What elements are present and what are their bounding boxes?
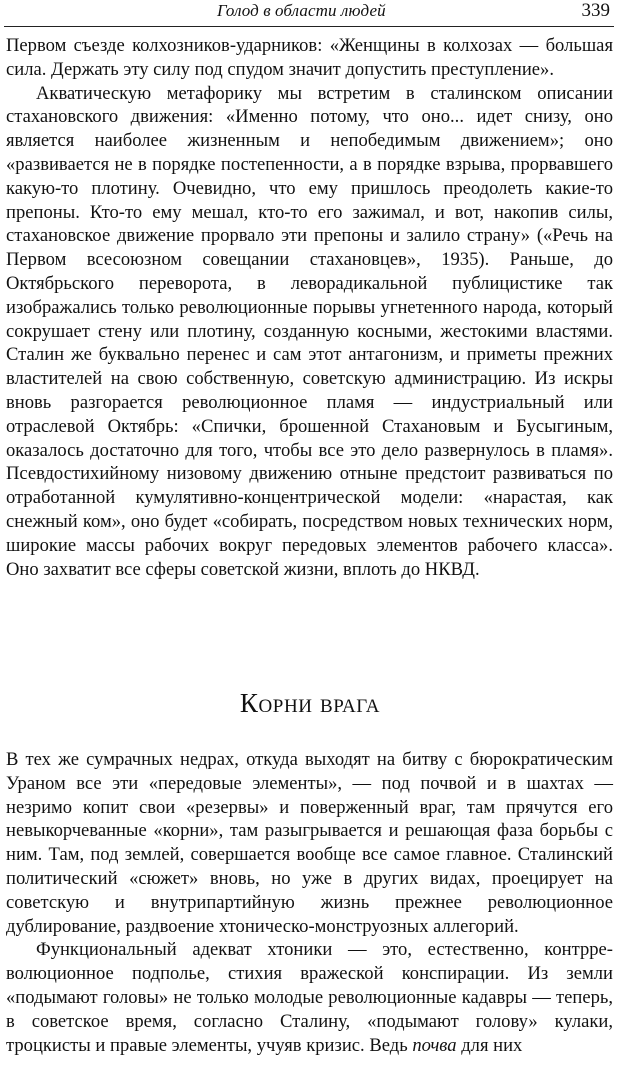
paragraph-text: для них xyxy=(456,1034,523,1056)
paragraph: Первом съезде колхозников-ударников: «Женщины в колхозах — большая сила. Держать эту силу под спудом значит допустить преступление». xyxy=(6,35,613,80)
running-header xyxy=(4,0,614,27)
paragraph xyxy=(6,938,613,1057)
paragraph: В тех же сумрачных недрах, откуда выходят на битву с бюрократическим Ураном все эти «передовые элементы», — под почвой и в шахтах — незримо копит свои «резервы» и поверженный враг, там прячутся его невыкорчеванные «корни», там разыгрывается и решающая фаза борьбы с ним. Там, под землей, совершается вообще все самое главное. Сталинский политический «сюжет» вновь, но уже в других видах, проецирует на советскую и внутрипартийную жизнь прежнее революционное дублирование, раздвоение хтоническо-монструозных аллегорий. xyxy=(6,749,613,937)
paragraph: Акватическую метафорику мы встретим в сталинском описании стахановского движения: «Именно потому, что оно... идет снизу, оно является наиболее жизненным и непобедимым движением»; оно «развивается не в порядке постепенности, а в порядке взрыва, прорвавшего какую-то плотину. Очевидно, что ему пришлось преодолеть какие-то препоны. Кто-то ему мешал, кто-то его зажимал, и вот, накопив силы, стахановское движение прорвало эти препоны и залило страну» («Речь на Первом всесоюзном совещании стахановцев», 1935). Раньше, до Октябрьского переворота, в леворадикальной публицистике так изображались только революционные порывы угнетенного народа, который сокрушает стену или плотину, созданную косными, жестокими властями. Сталин же буквально перенес и сам этот антагонизм, и приметы прежних властителей на свою собственную, советскую администрацию. Из искры вновь разгорается революционное пламя — индустриальный или отраслевой Октябрь: «Спички, брошенной Стахановым и Бусыгиным, оказалось достаточно для того, чтобы все это дело развернулось в пламя». Псевдостихийному низовому движению отныне предстоит развиваться по отработанной кумулятивно-концентрической модели: «нарастая, как снежный ком», оно будет «собирать, посредством новых технических норм, широкие массы рабочих вокруг передовых элементов рабочего класса». Оно захватит все сферы советской жизни, вплоть до НКВД. xyxy=(6,82,613,580)
running-title: Голод в области людей xyxy=(217,1,386,20)
text-block-after-heading xyxy=(6,748,613,1057)
paragraph-text: Функциональный адекват хтоники — это, естественно, контрреволюционное подполье, стихия вражеской конспирации. Из земли «подымают головы» не только молодые революционные кадавры — теперь, в советское время, согласно Сталину, «подымают голову» кулаки, троцкисты и правые элементы, учуяв кризис. Ведь xyxy=(6,939,613,1056)
italic-word: почва xyxy=(412,1034,457,1056)
section-heading: Корни врага xyxy=(239,688,381,718)
page-number: 339 xyxy=(581,0,610,21)
text-block-before-heading xyxy=(6,34,613,581)
